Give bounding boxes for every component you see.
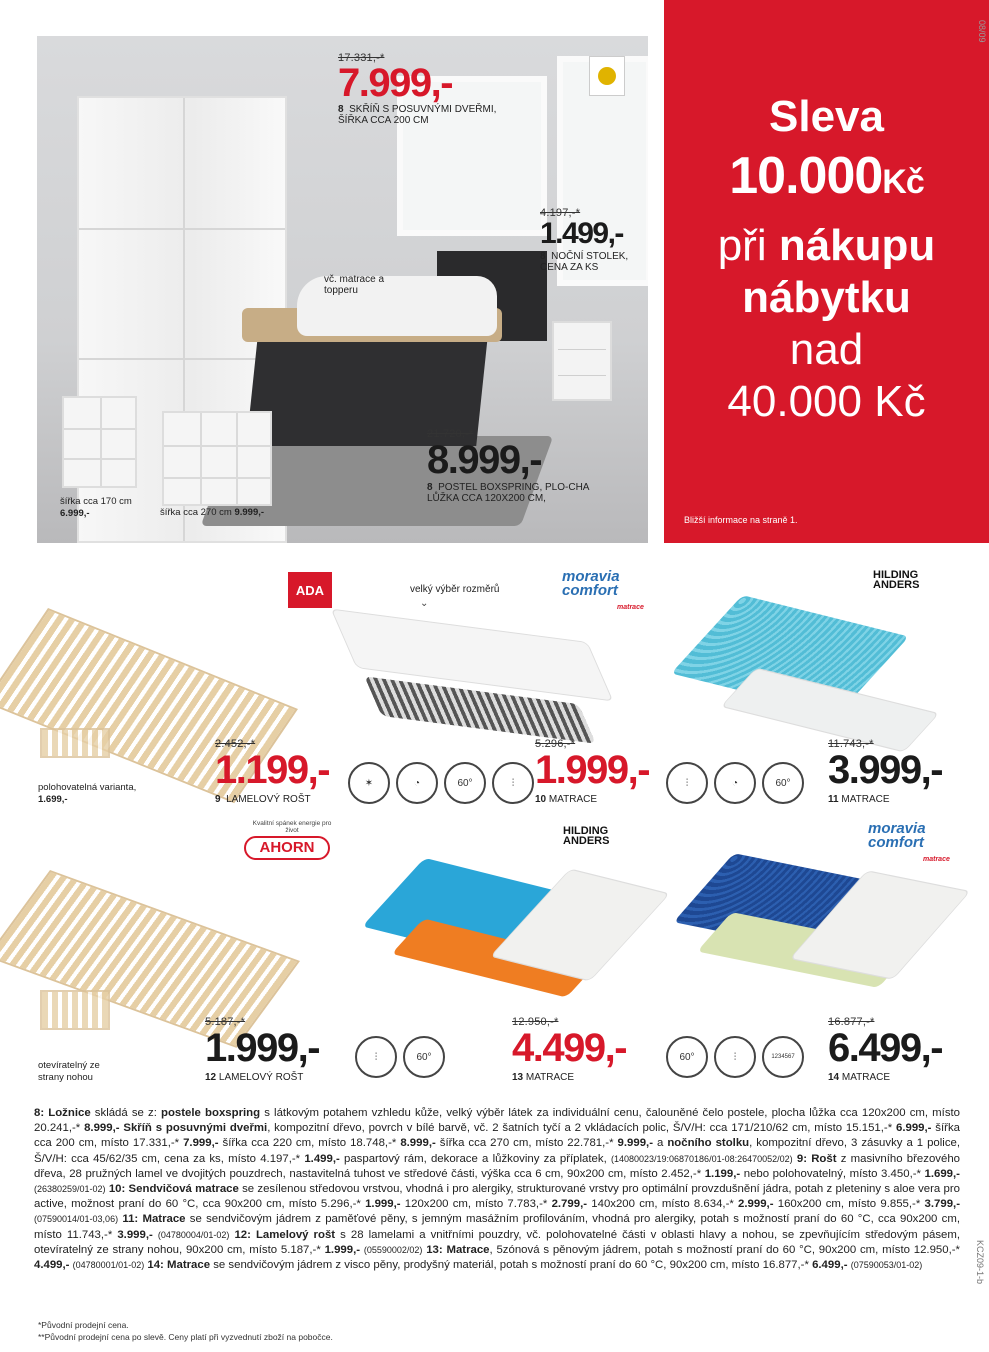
wardrobe-variant-270 — [162, 411, 272, 506]
hilding-anders-logo: HILDING ANDERS — [563, 825, 610, 847]
old-price: 16.877,-* — [828, 1016, 875, 1028]
product-14-offer: 16.877,-* 6.499,- 14 MATRACE — [828, 1016, 943, 1083]
breathable-icon: ◔ — [396, 762, 438, 804]
discount-promo-panel — [664, 0, 989, 543]
item-number: 8 — [427, 482, 433, 493]
promo-line-1: Sleva — [769, 92, 884, 141]
wash-60-icon: 60° — [762, 762, 804, 804]
promo-note: Bližší informace na straně 1. — [684, 515, 798, 525]
price: 6.499,- — [828, 1026, 943, 1070]
zipper-icon: ⫶ — [492, 762, 534, 804]
moravia-comfort-logo: moravia comfort matrace — [868, 820, 950, 863]
promo-line-3: při nákupu — [717, 221, 936, 270]
ahorn-tagline: Kvalitní spánek energie pro život — [252, 820, 332, 834]
promo-line-6: 40.000 Kč — [727, 377, 926, 426]
wash-60-icon: 60° — [444, 762, 486, 804]
old-price: 21.720,-* — [427, 428, 474, 440]
size-note: velký výběr rozměrů — [410, 584, 500, 595]
product-11-pictograms — [666, 762, 804, 804]
product-12-offer: 5.187,-* 1.999,- 12 LAMELOVÝ ROŠT — [205, 1016, 320, 1083]
price: 8.999,- — [427, 438, 542, 482]
bed-offer — [427, 428, 592, 504]
old-price: 5.296,-* — [535, 738, 576, 750]
zipper-icon: ⫶ — [666, 762, 708, 804]
zipper-icon: ⫶ — [355, 1036, 397, 1078]
price: 1.999,- — [535, 748, 650, 792]
product-description-text: 8: Ložnice skládá se z: postele boxspring s látkovým potahem vzhledu kůže, velký výběr látek za individuální cenu, čalouněné čelo postele, plocha lůžka cca 120x200 cm, místo 20.241,-* 8.999,- Skříň s posuvnými dveřmi, kompozitní dřevo, povrch v bílé barvě, vč. 2 šatních tyčí a 2 vkládacích polic, Š/V/H: cca 171/210/62 cm, místo 15.151,-* 6.999,- šířka cca 200 cm, místo 17.331,-* 7.999,- šířka cca 220 cm, místo 18.748,-* 8.999,- šířka cca 270 cm, místo 22.781,-* 9.999,- a nočního stolku, kompozitní dřevo, 3 zásuvky a 1 police, Š/V/H: cca 45/62/35 cm, cena za ks, místo 4.197,-* 1.499,- paspartový rám, dekorace a lůžkoviny za příplatek, (14080023/19:06870186/01-08:26470052/02) 9: Rošt z masivního březového dřeva, 28 pružných lamel ve dvojitých pouzdrech, nastavitelná tuhost ve středové části, výška cca 6 cm, 90x200 cm, místo 2.452,-* 1.199,- nebo polohovatelný, místo 3.450,-* 1.699,- (26380259/01-02) 10: Sendvičová matrace se zesílenou středovou vrstvou, vhodná i pro alergiky, strukturované vrstvy pro optimální provzdušnění jádra, potah z pleteniny s aloe vera pro active, možnost praní do 60 °C, cca 90x200 cm, místo 5.296,-* 1.999,- 120x200 cm, místo 7.783,-* 2.799,- 140x200 cm, místo 8.634,-* 2.999,- 160x200 cm, místo 9.855,-* 3.799,- (07590014/01-03,06) 11: Matrace se sendvičovým jádrem z paměťové pěny, s jemným masážním profilováním, vhodná pro alergiky, potah s možností praní do 60 °C, cca 90x200 cm, místo 11.743,-* 3.999,- (04780004/01-02) 12: Lamelový rošt s 28 lamelami a vnitřními pouzdry, vč. polohovatelné části v oblasti hlavy a nohou, se zpevňujícím středovým pásem, otevíratelný ze strany nohou, 90x200 cm, místo 5.187,-* 1.999,- (05590002/02) 13: Matrace, 5zónová s pěnovým jádrem, potah s možností praní do 60 °C, 90x200 cm, místo 12.950,-* 4.499,- (04780001/01-02) 14: Matrace se sendvičovým jádrem z visco pěny, prodyšný materiál, potah s možností praní do 60 °C, 90x200 cm, místo 16.877,-* 6.499,- (07590053/01-02) — [34, 1107, 961, 1272]
side-code: KCZ09-1-b — [975, 1240, 985, 1285]
chevron-down-icon: ⌄ — [420, 598, 429, 609]
old-price: 4.197,-* — [540, 207, 581, 219]
product-13-pictograms — [355, 1036, 445, 1078]
wardrobe-variant-170 — [62, 396, 137, 488]
ada-logo: ADA — [288, 572, 332, 608]
breathable-icon: ◔ — [714, 762, 756, 804]
ahorn-logo: AHORN — [244, 836, 330, 860]
old-price: 12.950,-* — [512, 1016, 559, 1028]
old-price: 2.452,-* — [215, 738, 256, 750]
product-13-offer: 12.950,-* 4.499,- 13 MATRACE — [512, 1016, 627, 1083]
moravia-comfort-logo: moravia comfort matrace — [562, 568, 644, 611]
open-variant-image — [40, 990, 110, 1030]
zipper-icon: ⫶ — [714, 1036, 756, 1078]
product-11-offer: 11.743,-* 3.999,- 11 MATRACE — [828, 738, 943, 805]
price: 1.199,- — [215, 748, 330, 792]
item-desc: NOČNÍ STOLEK, CENA ZA KS — [540, 251, 629, 273]
item-desc: POSTEL BOXSPRING, PLO-CHA LŮŽKA CCA 120X200 CM, — [427, 482, 589, 504]
wardrobe-offer — [338, 52, 498, 126]
price: 7.999,- — [338, 61, 453, 105]
wash-60-icon: 60° — [666, 1036, 708, 1078]
price: 1.499,- — [540, 217, 623, 250]
adjustable-variant-image — [40, 728, 110, 758]
variant-label: polohovatelná varianta, 1.699,- — [38, 782, 137, 805]
footnote-2: **Původní prodejní cena po slevě. Ceny platí při vyzvednutí zboží na pobočce. — [38, 1332, 333, 1342]
old-price: 17.331,-* — [338, 52, 385, 64]
old-price: 5.187,-* — [205, 1016, 246, 1028]
zones-icon: 1234567 — [762, 1036, 804, 1078]
product-14-pictograms — [666, 1036, 804, 1078]
page-code: 08/09 — [977, 20, 987, 43]
wash-60-icon: 60° — [403, 1036, 445, 1078]
item-number: 8 — [540, 251, 546, 262]
variant-label: otevíratelný ze strany nohou — [38, 1060, 100, 1083]
nightstand-image — [552, 321, 612, 401]
promo-amount: 10.000Kč — [729, 147, 924, 205]
footnote-1: *Původní prodejní cena. — [38, 1320, 129, 1330]
promo-line-4: nábytku — [742, 273, 911, 322]
wardrobe-variant-170-label: šířka cca 170 cm 6.999,- — [60, 496, 132, 519]
mattress-note: vč. matrace a topperu — [324, 274, 385, 296]
nightstand-offer — [540, 207, 645, 273]
price: 3.999,- — [828, 748, 943, 792]
hilding-anders-logo: HILDING ANDERS — [873, 569, 920, 591]
hardness-icon: ✶ — [348, 762, 390, 804]
item-desc: SKŘÍŇ S POSUVNÝMI DVEŘMI, ŠÍŘKA CCA 200 CM — [338, 104, 497, 126]
price: 4.499,- — [512, 1026, 627, 1070]
product-9-offer: 2.452,-* 1.199,- 9 LAMELOVÝ ROŠT — [215, 738, 330, 805]
product-10-offer: 5.296,-* 1.999,- 10 MATRACE — [535, 738, 650, 805]
old-price: 11.743,-* — [828, 738, 874, 750]
product-10-pictograms — [348, 762, 534, 804]
item-number: 8 — [338, 104, 344, 115]
price: 1.999,- — [205, 1026, 320, 1070]
wardrobe-variant-270-label: šířka cca 270 cm 9.999,- — [160, 507, 265, 518]
award-badge — [589, 56, 625, 96]
promo-line-5: nad — [789, 325, 864, 374]
